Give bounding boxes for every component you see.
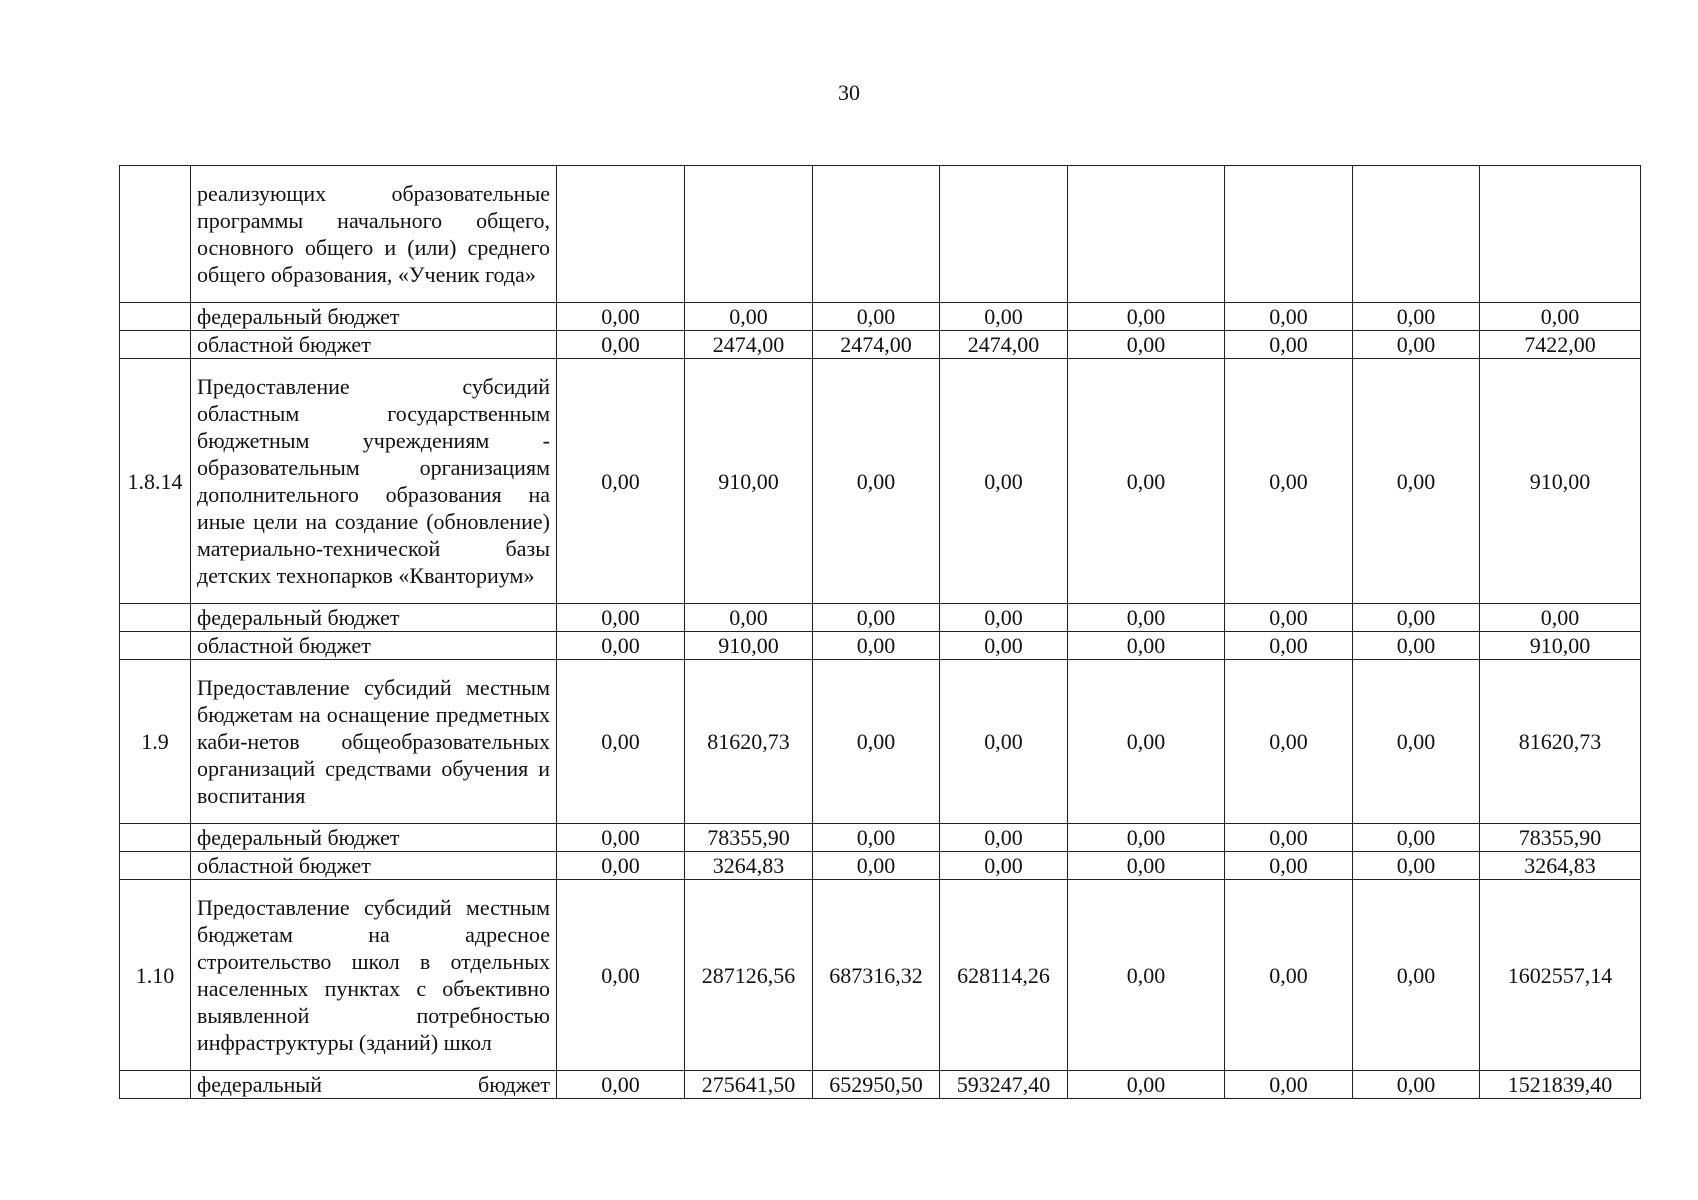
value-cell: 0,00 — [1480, 604, 1641, 632]
value-cell: 0,00 — [1068, 303, 1225, 331]
value-cell: 0,00 — [1225, 359, 1353, 604]
row-description: федеральный бюджет — [191, 1071, 557, 1099]
value-cell — [813, 166, 940, 303]
value-cell: 1521839,40 — [1480, 1071, 1641, 1099]
row-number: 1.8.14 — [120, 359, 191, 604]
row-description: федеральный бюджет — [191, 824, 557, 852]
row-description: федеральный бюджет — [191, 604, 557, 632]
value-cell: 3264,83 — [685, 852, 813, 880]
value-cell: 0,00 — [940, 632, 1068, 660]
value-cell: 0,00 — [1353, 331, 1480, 359]
value-cell: 0,00 — [1068, 359, 1225, 604]
value-cell: 0,00 — [1225, 632, 1353, 660]
value-cell: 78355,90 — [1480, 824, 1641, 852]
value-cell: 0,00 — [557, 824, 685, 852]
row-description: реализующих образовательные программы начального общего, основного общего и (или) среднего общего образования, «Ученик года» — [191, 166, 557, 303]
value-cell: 0,00 — [813, 824, 940, 852]
value-cell: 78355,90 — [685, 824, 813, 852]
value-cell: 0,00 — [813, 359, 940, 604]
value-cell: 0,00 — [1353, 660, 1480, 824]
value-cell: 0,00 — [1353, 604, 1480, 632]
value-cell — [1068, 166, 1225, 303]
row-number — [120, 604, 191, 632]
value-cell: 652950,50 — [813, 1071, 940, 1099]
value-cell: 0,00 — [813, 303, 940, 331]
table-row — [120, 166, 1641, 303]
row-description: областной бюджет — [191, 331, 557, 359]
value-cell: 0,00 — [557, 604, 685, 632]
value-cell: 0,00 — [1068, 331, 1225, 359]
row-number — [120, 1071, 191, 1099]
value-cell — [685, 166, 813, 303]
row-number: 1.10 — [120, 880, 191, 1071]
value-cell: 0,00 — [557, 331, 685, 359]
value-cell: 0,00 — [1353, 303, 1480, 331]
row-description: Предоставление субсидий местным бюджетам на адресное строительство школ в отдельных населенных пунктах с объективно выявленной потребностью инфраструктуры (зданий) школ — [191, 880, 557, 1071]
value-cell: 0,00 — [685, 604, 813, 632]
value-cell: 0,00 — [813, 660, 940, 824]
value-cell: 0,00 — [1225, 604, 1353, 632]
value-cell: 0,00 — [940, 852, 1068, 880]
value-cell: 0,00 — [1068, 824, 1225, 852]
value-cell: 0,00 — [557, 880, 685, 1071]
value-cell: 7422,00 — [1480, 331, 1641, 359]
value-cell: 0,00 — [1353, 852, 1480, 880]
value-cell: 0,00 — [1068, 604, 1225, 632]
value-cell: 0,00 — [940, 359, 1068, 604]
row-number — [120, 331, 191, 359]
value-cell: 910,00 — [685, 632, 813, 660]
table-row — [120, 632, 1641, 660]
value-cell: 0,00 — [557, 660, 685, 824]
value-cell — [1225, 166, 1353, 303]
value-cell: 0,00 — [557, 632, 685, 660]
value-cell: 0,00 — [685, 303, 813, 331]
value-cell: 0,00 — [557, 359, 685, 604]
value-cell: 0,00 — [940, 303, 1068, 331]
value-cell: 0,00 — [1225, 331, 1353, 359]
value-cell: 0,00 — [1225, 660, 1353, 824]
value-cell: 2474,00 — [685, 331, 813, 359]
value-cell — [1480, 166, 1641, 303]
value-cell — [1353, 166, 1480, 303]
value-cell: 0,00 — [1068, 852, 1225, 880]
value-cell: 81620,73 — [1480, 660, 1641, 824]
value-cell: 0,00 — [940, 824, 1068, 852]
value-cell: 628114,26 — [940, 880, 1068, 1071]
value-cell: 275641,50 — [685, 1071, 813, 1099]
budget-table — [119, 165, 1641, 1099]
value-cell: 2474,00 — [940, 331, 1068, 359]
value-cell: 910,00 — [1480, 359, 1641, 604]
row-description: федеральный бюджет — [191, 303, 557, 331]
value-cell: 0,00 — [940, 660, 1068, 824]
value-cell: 0,00 — [1480, 303, 1641, 331]
value-cell: 0,00 — [557, 852, 685, 880]
value-cell: 0,00 — [1068, 880, 1225, 1071]
value-cell: 0,00 — [557, 303, 685, 331]
value-cell: 0,00 — [1068, 660, 1225, 824]
value-cell: 0,00 — [813, 604, 940, 632]
value-cell: 0,00 — [1068, 1071, 1225, 1099]
table-row — [120, 660, 1641, 824]
row-number — [120, 852, 191, 880]
value-cell: 687316,32 — [813, 880, 940, 1071]
value-cell — [940, 166, 1068, 303]
value-cell: 2474,00 — [813, 331, 940, 359]
value-cell: 0,00 — [1353, 632, 1480, 660]
table-row — [120, 1071, 1641, 1099]
value-cell: 0,00 — [813, 632, 940, 660]
row-description: областной бюджет — [191, 852, 557, 880]
value-cell: 910,00 — [685, 359, 813, 604]
value-cell: 910,00 — [1480, 632, 1641, 660]
table-row — [120, 303, 1641, 331]
table-row — [120, 880, 1641, 1071]
value-cell: 81620,73 — [685, 660, 813, 824]
row-number — [120, 166, 191, 303]
value-cell: 0,00 — [1225, 852, 1353, 880]
value-cell: 0,00 — [1353, 359, 1480, 604]
row-number — [120, 824, 191, 852]
value-cell: 0,00 — [557, 1071, 685, 1099]
row-description: областной бюджет — [191, 632, 557, 660]
row-description: Предоставление субсидий местным бюджетам на оснащение предметных каби-нетов общеобразовательных организаций средствами обучения и воспитания — [191, 660, 557, 824]
value-cell: 3264,83 — [1480, 852, 1641, 880]
value-cell: 0,00 — [1225, 880, 1353, 1071]
value-cell: 0,00 — [1353, 824, 1480, 852]
value-cell: 0,00 — [1353, 1071, 1480, 1099]
value-cell: 0,00 — [1225, 1071, 1353, 1099]
row-number — [120, 303, 191, 331]
table-row — [120, 359, 1641, 604]
row-description: Предоставление субсидий областным государственным бюджетным учреждениям - образовательным организациям дополнительного образования на иные цели на создание (обновление) материально-технической базы детских технопарков «Кванториум» — [191, 359, 557, 604]
value-cell: 0,00 — [940, 604, 1068, 632]
value-cell: 287126,56 — [685, 880, 813, 1071]
value-cell: 0,00 — [813, 852, 940, 880]
value-cell: 0,00 — [1225, 303, 1353, 331]
table-row — [120, 604, 1641, 632]
table-body — [120, 166, 1641, 1099]
value-cell: 1602557,14 — [1480, 880, 1641, 1071]
value-cell: 0,00 — [1353, 880, 1480, 1071]
value-cell: 593247,40 — [940, 1071, 1068, 1099]
row-number — [120, 632, 191, 660]
row-number: 1.9 — [120, 660, 191, 824]
value-cell: 0,00 — [1068, 632, 1225, 660]
page-number: 30 — [838, 80, 860, 105]
table-row — [120, 852, 1641, 880]
value-cell — [557, 166, 685, 303]
table-row — [120, 331, 1641, 359]
value-cell: 0,00 — [1225, 824, 1353, 852]
table-row — [120, 824, 1641, 852]
